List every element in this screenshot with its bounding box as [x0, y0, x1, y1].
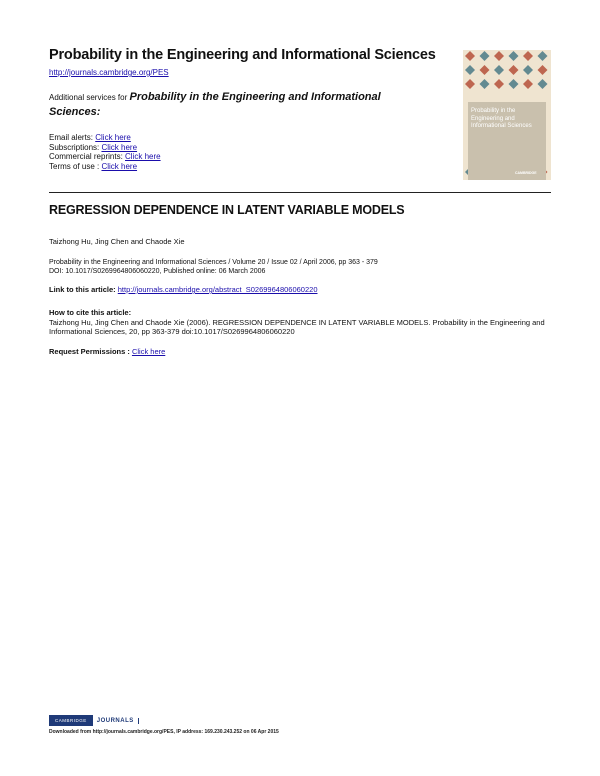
cover-title: Probability in the Engineering and Informational Sciences — [471, 108, 532, 129]
journal-cover — [463, 50, 551, 180]
subscriptions-label: Subscriptions: — [49, 142, 102, 152]
cover-tile — [538, 79, 548, 89]
cover-tile — [465, 65, 475, 75]
header-divider — [49, 192, 551, 193]
cover-tile — [465, 79, 475, 89]
reprints-label: Commercial reprints: — [49, 152, 126, 161]
cite-text: Taizhong Hu, Jing Chen and Chaode Xie (2006). REGRESSION DEPENDENCE IN LATENT VARIABLE MODELS. Probability in the Engineering and Informational Sciences, 20, pp 363-379 doi:10.1017/S0269964806060220 — [49, 317, 545, 336]
cover-tile — [494, 65, 504, 75]
citation-line-2: DOI: 10.1017/S0269964806060220, Published online: 06 March 2006 — [49, 268, 266, 275]
services-intro: Additional services for — [49, 93, 128, 102]
reprints-link[interactable]: Click here — [125, 152, 161, 161]
cover-tile — [465, 51, 475, 61]
article-authors: Taizhong Hu, Jing Chen and Chaode Xie — [49, 237, 185, 246]
cover-tile — [480, 51, 490, 61]
services-list — [49, 133, 161, 171]
permissions-link[interactable]: Click here — [131, 347, 166, 356]
cite-heading: How to cite this article: — [49, 308, 132, 317]
citation-info — [49, 258, 378, 276]
additional-services — [49, 90, 429, 120]
cover-tile — [509, 79, 519, 89]
subscriptions-link[interactable]: Click here — [101, 142, 138, 152]
cover-tile — [509, 51, 519, 61]
terms-label: Terms of use : — [49, 161, 102, 171]
cover-tile — [480, 65, 490, 75]
download-notice: Downloaded from http://journals.cambridge.org/PES, IP address: 169.230.243.252 on 06 Apr 2015 — [49, 729, 279, 735]
cover-tile — [538, 51, 548, 61]
reprints-row — [49, 152, 161, 162]
email-alerts-label: Email alerts: — [49, 133, 96, 142]
cover-tile — [494, 79, 504, 89]
email-alerts-link[interactable]: Click here — [95, 133, 131, 142]
how-to-cite — [49, 308, 554, 337]
journal-title: Probability in the Engineering and Informational Sciences — [49, 47, 436, 63]
cover-tile — [538, 65, 548, 75]
logo-cambridge: CAMBRIDGE — [49, 715, 93, 726]
cover-tile — [494, 51, 504, 61]
email-alerts-row — [49, 133, 161, 143]
cover-tile — [480, 79, 490, 89]
permissions-row — [49, 347, 165, 356]
subscriptions-row — [49, 143, 161, 153]
permissions-label: Request Permissions : — [49, 347, 132, 356]
journal-url-link[interactable]: http://journals.cambridge.org/PES — [49, 68, 169, 77]
services-journal-name: Probability in the Engineering and Informational Sciences: — [49, 91, 381, 118]
logo-journals: JOURNALS — [93, 718, 139, 724]
cover-tile — [523, 65, 533, 75]
cambridge-journals-logo — [49, 712, 139, 723]
cover-tile — [509, 65, 519, 75]
cover-publisher: CAMBRIDGE — [515, 171, 537, 175]
article-link-label: Link to this article: — [49, 285, 118, 294]
cover-tile — [523, 79, 533, 89]
citation-line-1: Probability in the Engineering and Informational Sciences / Volume 20 / Issue 02 / April 2006, pp 363 - 379 — [49, 259, 378, 266]
article-title: REGRESSION DEPENDENCE IN LATENT VARIABLE MODELS — [49, 203, 405, 217]
terms-link[interactable]: Click here — [101, 161, 138, 171]
article-link-row — [49, 285, 318, 294]
terms-row — [49, 162, 161, 172]
article-link[interactable]: http://journals.cambridge.org/abstract_S0269964806060220 — [117, 285, 318, 294]
cover-tile — [523, 51, 533, 61]
